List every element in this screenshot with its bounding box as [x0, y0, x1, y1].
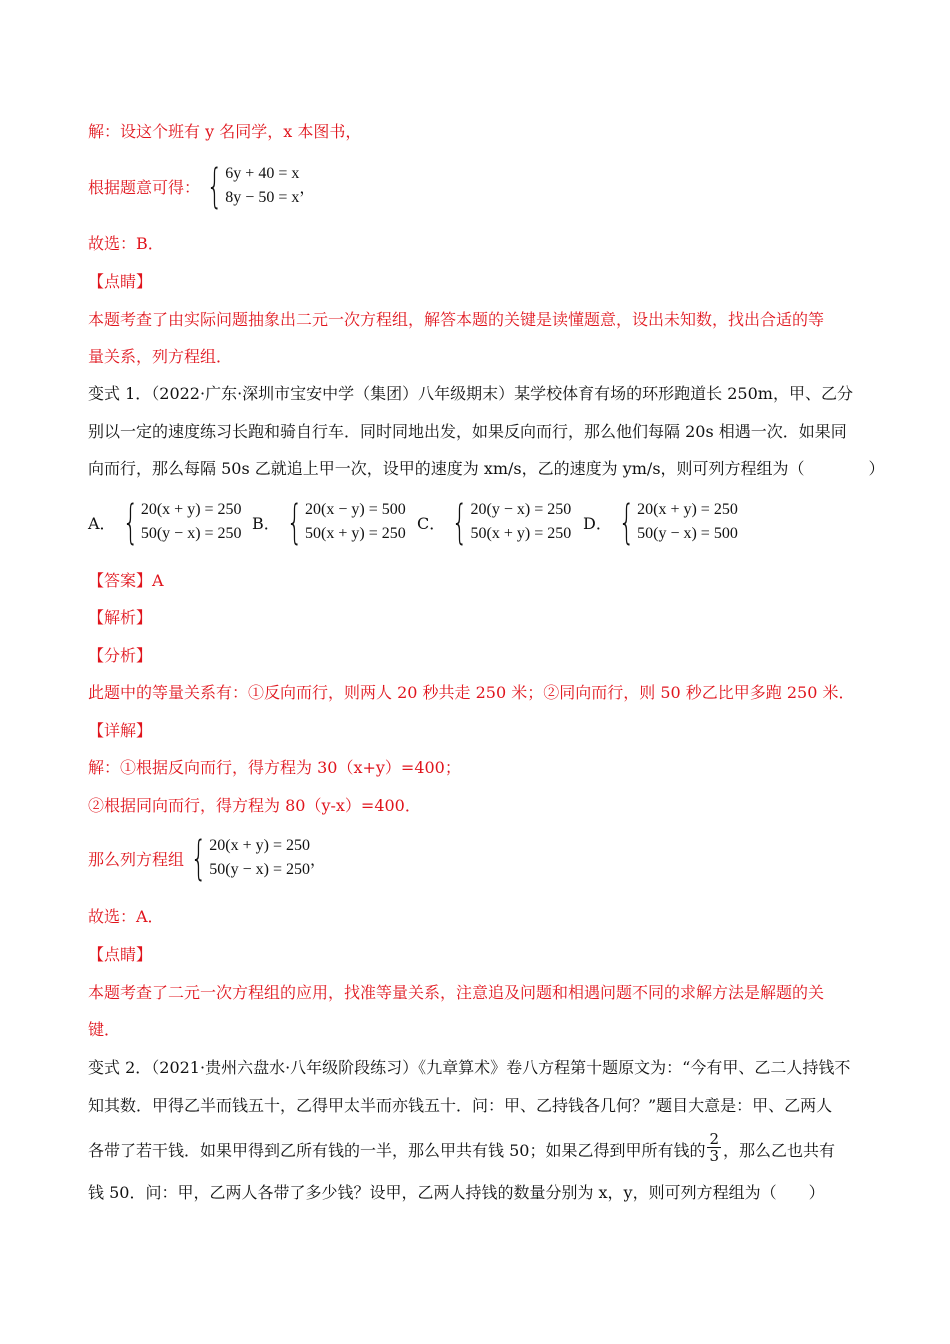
brace-icon: { — [206, 159, 223, 213]
tip-text: 量关系，列方程组． — [88, 347, 233, 366]
system-lead: 那么列方程组 — [88, 849, 185, 869]
choose-text: 故选：A． — [88, 907, 164, 926]
option-a[interactable] — [88, 495, 242, 549]
fraction-numerator: 2 — [709, 1130, 719, 1148]
equation: 50(y − x) = 250 — [209, 861, 310, 878]
brace-icon: { — [190, 831, 207, 885]
analysis-tag: 【解析】 — [88, 608, 153, 627]
question-text: 钱 50．问：甲，乙两人各带了多少钱？设甲，乙两人持钱的数量分别为 x，y，则可列方程组为（ ） — [88, 1183, 825, 1202]
question-text-part: 各带了若干钱．如果甲得到乙所有钱的一半，那么甲共有钱 50；如果乙得到甲所有钱的 — [88, 1141, 706, 1160]
option-b[interactable] — [252, 495, 406, 549]
fenxi-text: 此题中的等量关系有：①反向而行，则两人 20 秒共走 250 米；②同向而行，则 50 秒乙比甲多跑 250 米． — [88, 683, 855, 702]
brace-icon: { — [618, 495, 635, 549]
option-c[interactable] — [417, 495, 572, 549]
equation: 50(y − x) = 250 — [140, 525, 242, 542]
question-text: 知其数．甲得乙半而钱五十，乙得甲太半而亦钱五十．问：甲、乙持钱各几何？”题目大意是：甲、乙两人 — [88, 1096, 833, 1115]
system-lead: 根据题意可得： — [88, 177, 201, 197]
equation-pair — [225, 162, 299, 210]
tip-tag: 【点睛】 — [88, 272, 153, 291]
tip-text: 键． — [88, 1020, 121, 1039]
equation: 8y − 50 = x — [225, 189, 300, 206]
question-text: 别以一定的速度练习长跑和骑自行车．同时同地出发，如果反向而行，那么他们每隔 20s 相遇一次．如果同 — [88, 422, 847, 441]
solution-answer: 故选：B． — [88, 234, 164, 253]
fenxi-tag: 【分析】 — [88, 646, 153, 665]
trailing-comma: ， — [310, 849, 327, 869]
equation: 20(x + y) = 250 — [637, 501, 738, 518]
detail-text: 解：①根据反向而行，得方程为 30（x+y）=400； — [88, 758, 461, 777]
detail-system — [88, 831, 327, 885]
tip-tag: 【点睛】 — [88, 945, 153, 964]
option-label: D． — [583, 513, 612, 533]
question-text: 向而行，那么每隔 50s 乙就追上甲一次，设甲的速度为 xm/s，乙的速度为 ym/s，则可列方程组为（ ） — [88, 459, 885, 478]
equation: 20(y − x) = 250 — [470, 501, 572, 518]
option-label: C． — [417, 513, 446, 533]
tip-text: 本题考查了由实际问题抽象出二元一次方程组，解答本题的关键是读懂题意，设出未知数，找出合适的等 — [88, 310, 825, 329]
equation: 50(y − x) = 500 — [637, 525, 738, 542]
question-text-part: ，那么乙也共有 — [723, 1141, 836, 1160]
option-d[interactable] — [583, 495, 738, 549]
brace-icon: { — [122, 495, 139, 549]
detail-text: ②根据同向而行，得方程为 80（y-x）=400． — [88, 796, 421, 815]
trailing-comma: ， — [299, 177, 316, 197]
fraction — [707, 1131, 721, 1164]
option-label: A． — [88, 513, 116, 533]
equation: 50(x + y) = 250 — [470, 525, 572, 542]
equation: 6y + 40 = x — [225, 165, 300, 182]
solution-intro: 解：设这个班有 y 名同学，x 本图书， — [88, 122, 362, 141]
brace-icon: { — [451, 495, 468, 549]
option-label: B． — [252, 513, 280, 533]
detail-tag: 【详解】 — [88, 721, 153, 740]
answer-tag: 【答案】A — [88, 571, 164, 590]
equation: 20(x + y) = 250 — [140, 501, 242, 518]
fraction-denominator: 3 — [709, 1147, 719, 1165]
question-text — [88, 1130, 836, 1168]
tip-text: 本题考查了二元一次方程组的应用，找准等量关系，注意追及问题和相遇问题不同的求解方法是解题的关 — [88, 983, 825, 1002]
equation: 20(x − y) = 500 — [305, 501, 406, 518]
equation: 20(x + y) = 250 — [209, 837, 310, 854]
equation: 50(x + y) = 250 — [305, 525, 406, 542]
brace-icon: { — [286, 495, 303, 549]
solution-system — [88, 159, 316, 213]
question-text: 变式 2．（2021·贵州六盘水·八年级阶段练习）《九章算术》卷八方程第十题原文为：“今有甲、乙二人持钱不 — [88, 1058, 851, 1077]
question-text: 变式 1．（2022·广东·深圳市宝安中学（集团）八年级期末）某学校体育有场的环形跑道长 250m，甲、乙分 — [88, 384, 853, 403]
